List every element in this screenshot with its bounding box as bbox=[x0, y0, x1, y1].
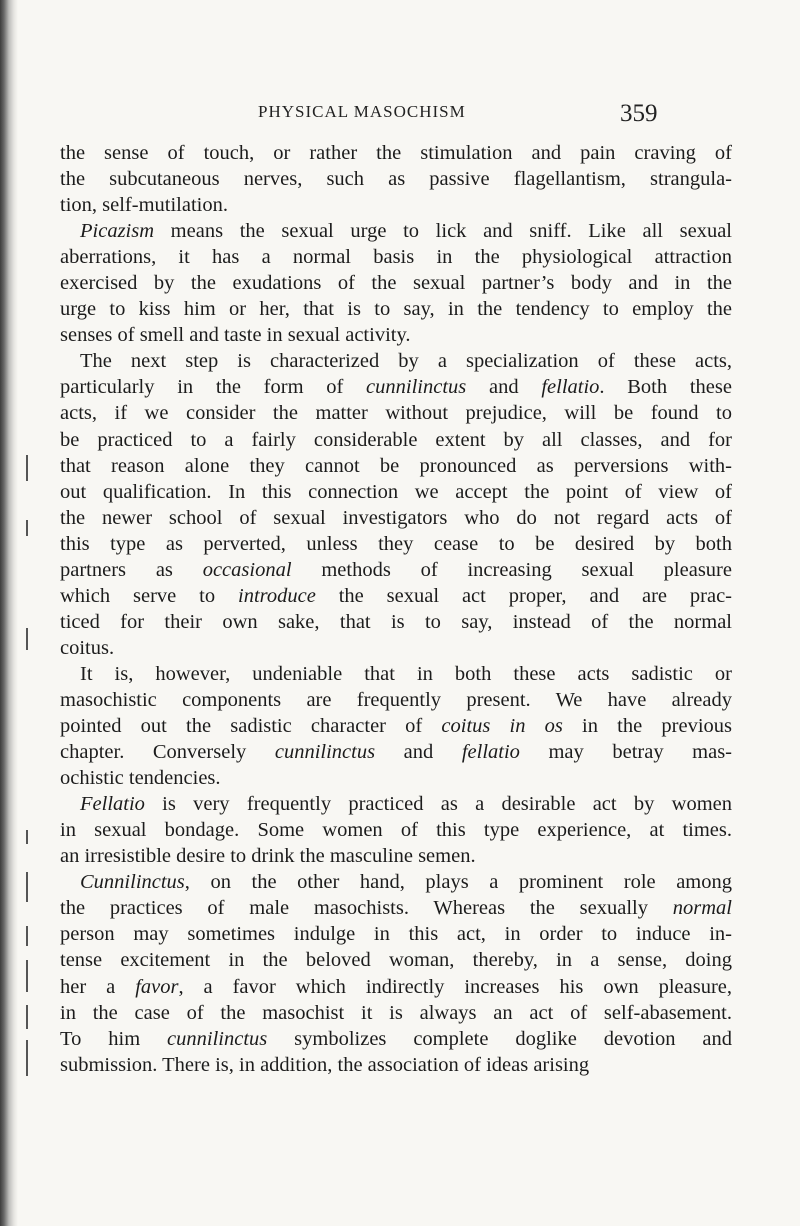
italic-term: cunnilinctus bbox=[274, 741, 376, 764]
text-run: be practiced to a fairly considerable extent by all classes, and for bbox=[60, 428, 732, 451]
text-line bbox=[60, 661, 732, 687]
text-line bbox=[60, 869, 732, 895]
gutter-specks bbox=[26, 0, 34, 1226]
text-line bbox=[60, 453, 732, 479]
text-line bbox=[60, 921, 732, 947]
text-run: urge to kiss him or her, that is to say, in the tendency to employ the bbox=[60, 298, 732, 321]
italic-term: favor bbox=[135, 975, 179, 998]
text-run: masochistic components are frequently present. We have already bbox=[60, 688, 732, 711]
page-number: 359 bbox=[620, 100, 658, 127]
text-run: out qualification. In this connection we accept the point of view of bbox=[60, 480, 732, 503]
text-line bbox=[60, 713, 732, 739]
text-line bbox=[60, 479, 732, 505]
running-head-title: PHYSICAL MASOCHISM bbox=[258, 102, 466, 121]
text-run: means the sexual urge to lick and sniff. Like all sexual bbox=[154, 220, 732, 243]
text-run: the sexual act proper, and are prac- bbox=[315, 584, 733, 607]
text-run: aberrations, it has a normal basis in the physiological attraction bbox=[60, 246, 732, 269]
italic-term: fellatio bbox=[461, 741, 520, 764]
text-line bbox=[60, 374, 732, 400]
italic-term: cunnilinctus bbox=[366, 376, 467, 399]
text-line bbox=[60, 609, 732, 635]
text-line bbox=[60, 1026, 732, 1052]
text-run: may betray mas- bbox=[519, 741, 732, 764]
text-line bbox=[60, 765, 732, 791]
italic-term: Picazism bbox=[80, 220, 155, 243]
italic-term: introduce bbox=[238, 584, 316, 607]
text-line bbox=[60, 400, 732, 426]
text-run: an irresistible desire to drink the masculine semen. bbox=[60, 845, 476, 868]
text-run: in the case of the masochist it is always an act of self-abasement. bbox=[60, 1001, 732, 1024]
text-run: this type as perverted, unless they cease to be desired by both bbox=[60, 532, 732, 555]
text-line bbox=[60, 218, 732, 244]
text-run: ochistic tendencies. bbox=[60, 767, 221, 790]
text-line bbox=[60, 270, 732, 296]
text-line bbox=[60, 427, 732, 453]
page-gutter bbox=[0, 0, 18, 1226]
text-run: the subcutaneous nerves, such as passive flagellantism, strangula- bbox=[60, 168, 732, 191]
italic-term: Cunnilinctus bbox=[80, 871, 185, 894]
text-run: pointed out the sadistic character of bbox=[60, 715, 442, 738]
text-run: person may sometimes indulge in this act, in order to induce in- bbox=[60, 923, 732, 946]
text-run: exercised by the exudations of the sexual partner’s body and in the bbox=[60, 272, 732, 295]
italic-term: cunnilinctus bbox=[167, 1027, 268, 1050]
text-run: in sexual bondage. Some women of this type experience, at times. bbox=[60, 819, 732, 842]
text-run: chapter. Conversely bbox=[60, 741, 275, 764]
text-run: the sense of touch, or rather the stimulation and pain craving of bbox=[60, 142, 732, 164]
italic-term: occasional bbox=[202, 558, 292, 581]
text-run: and bbox=[375, 741, 462, 764]
italic-term: coitus in os bbox=[441, 715, 563, 738]
text-run: particularly in the form of bbox=[60, 376, 367, 399]
italic-term: normal bbox=[672, 897, 732, 920]
text-run: coitus. bbox=[60, 636, 115, 659]
text-line bbox=[60, 974, 732, 1000]
italic-term: fellatio bbox=[541, 376, 600, 399]
text-line bbox=[60, 635, 732, 661]
text-line bbox=[60, 791, 732, 817]
text-line bbox=[60, 1052, 732, 1078]
text-line bbox=[60, 348, 732, 374]
text-run: symbolizes complete doglike devotion and bbox=[267, 1027, 732, 1050]
text-run: her a bbox=[60, 975, 136, 998]
text-line bbox=[60, 947, 732, 973]
text-line bbox=[60, 895, 732, 921]
text-run: , on the other hand, plays a prominent role among bbox=[184, 871, 732, 894]
text-run: . Both these bbox=[599, 376, 732, 399]
text-run: submission. There is, in addition, the association of ideas arising bbox=[60, 1053, 590, 1076]
text-line bbox=[60, 557, 732, 583]
text-run: methods of increasing sexual pleasure bbox=[291, 558, 732, 581]
body-text bbox=[60, 140, 732, 1078]
text-line bbox=[60, 166, 732, 192]
text-line bbox=[60, 817, 732, 843]
text-run: that reason alone they cannot be pronounced as perversions with- bbox=[60, 454, 732, 477]
text-line bbox=[60, 244, 732, 270]
text-run: ticed for their own sake, that is to say, instead of the normal bbox=[60, 610, 732, 633]
italic-term: Fellatio bbox=[80, 793, 145, 816]
text-run: is very frequently practiced as a desirable act by women bbox=[144, 793, 732, 816]
text-run: To him bbox=[60, 1027, 168, 1050]
text-run: tion, self-mutilation. bbox=[60, 194, 228, 217]
text-run: in the previous bbox=[562, 715, 732, 738]
text-line bbox=[60, 583, 732, 609]
text-run: It is, however, undeniable that in both these acts sadistic or bbox=[80, 662, 732, 685]
text-line bbox=[60, 296, 732, 322]
text-run: The next step is characterized by a specialization of these acts, bbox=[80, 350, 732, 373]
text-run: the newer school of sexual investigators who do not regard acts of bbox=[60, 506, 732, 529]
text-line bbox=[60, 322, 732, 348]
text-line bbox=[60, 140, 732, 166]
text-line bbox=[60, 192, 732, 218]
text-run: the practices of male masochists. Whereas the sexually bbox=[60, 897, 673, 920]
text-line bbox=[60, 1000, 732, 1026]
text-run: and bbox=[466, 376, 542, 399]
running-head bbox=[0, 94, 800, 128]
text-run: , a favor which indirectly increases his own pleasure, bbox=[178, 975, 732, 998]
text-run: partners as bbox=[60, 558, 203, 581]
text-line bbox=[60, 505, 732, 531]
text-run: senses of smell and taste in sexual activity. bbox=[60, 324, 411, 347]
text-run: acts, if we consider the matter without prejudice, will be found to bbox=[60, 402, 732, 425]
text-run: which serve to bbox=[60, 584, 239, 607]
text-line bbox=[60, 739, 732, 765]
text-line bbox=[60, 531, 732, 557]
text-run: tense excitement in the beloved woman, thereby, in a sense, doing bbox=[60, 949, 732, 972]
text-line bbox=[60, 843, 732, 869]
text-line bbox=[60, 687, 732, 713]
